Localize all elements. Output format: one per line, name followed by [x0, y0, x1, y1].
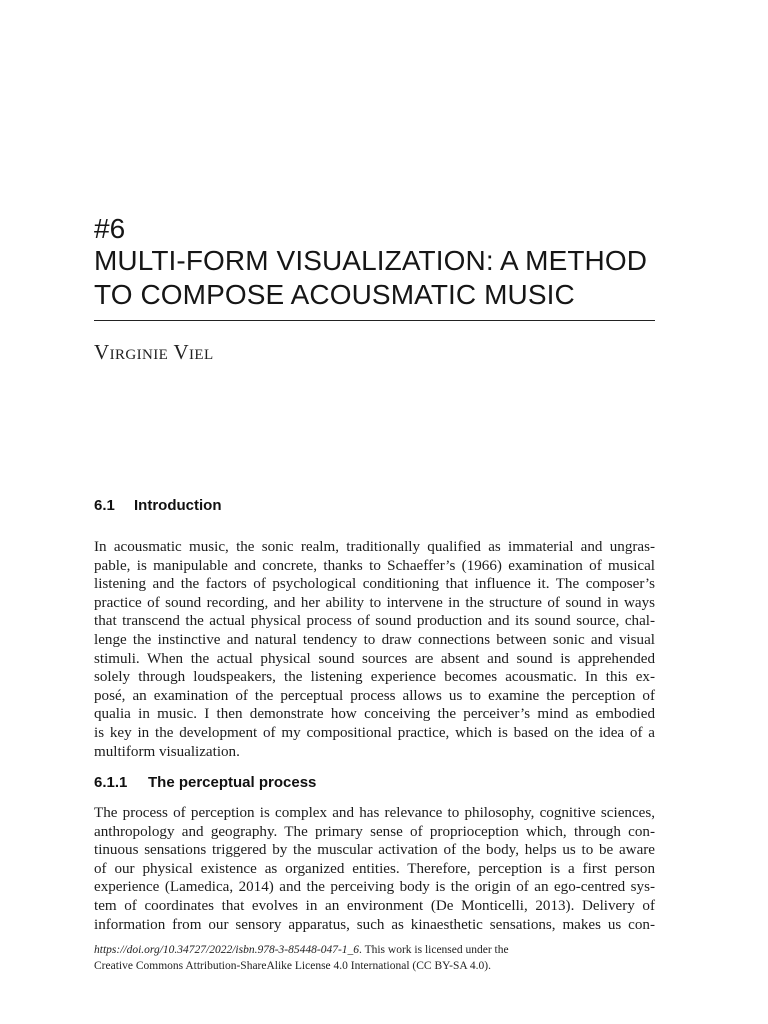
text-line: solely through loudspeakers, the listening experience becomes acousmatic. In this ex- [94, 669, 655, 686]
chapter-title-line: TO COMPOSE ACOUSMATIC MUSIC [94, 279, 575, 310]
text-line: information from our sensory apparatus, such as kinaesthetic sensations, makes us con- [94, 916, 655, 933]
chapter-title [94, 244, 694, 312]
text-line: anthropology and geography. The primary sense of proprioception which, through con- [94, 823, 655, 840]
text-line: is key in the development of my compositional practice, which is based on the idea of a [94, 724, 655, 741]
section-heading-introduction [94, 497, 221, 514]
perceptual-process-paragraph [94, 804, 655, 934]
text-line: listening and the factors of psychological conditioning that influence it. The composer’s [94, 576, 655, 593]
text-line: qualia in music. I then demonstrate how conceiving the perceiver’s mind as embodied [94, 706, 655, 723]
title-rule [94, 320, 655, 321]
license-footnote [94, 942, 655, 974]
text-line: experience (Lamedica, 2014) and the perceiving body is the origin of an ego-centred sys- [94, 879, 655, 896]
section-number: 6.1 [94, 497, 115, 514]
author-name: Virginie Viel [94, 340, 214, 364]
chapter-title-line: MULTI-FORM VISUALIZATION: A METHOD [94, 245, 648, 276]
section-number: 6.1.1 [94, 774, 128, 791]
text-line: multiform visualization. [94, 743, 240, 760]
footnote-line [94, 942, 655, 958]
introduction-paragraph [94, 538, 655, 761]
text-line: tinuous sensations triggered by the muscular activation of the body, helps us to be aware [94, 842, 655, 859]
text-line: that transcend the actual physical process of sound production and its sound source, chal- [94, 613, 655, 630]
text-line: In acousmatic music, the sonic realm, traditionally qualified as immaterial and ungras- [94, 539, 655, 555]
chapter-number: #6 [94, 213, 126, 244]
text-line: pable, is manipulable and concrete, thanks to Schaeffer’s (1966) examination of musical [94, 557, 655, 574]
text-line: stimuli. When the actual physical sound sources are absent and sound is apprehended [94, 650, 655, 667]
footnote-text: . This work is licensed under the [359, 944, 509, 956]
text-line: practice of sound recording, and her ability to intervene in the structure of sound in ways [94, 594, 655, 611]
text-line: posé, an examination of the perceptual process allows us to examine the perception of [94, 687, 655, 704]
text-line: lenge the instinctive and natural tendency to draw connections between sonic and visual [94, 631, 655, 648]
section-title: Introduction [134, 497, 222, 514]
text-line: The process of perception is complex and has relevance to philosophy, cognitive sciences, [94, 805, 655, 821]
section-title: The perceptual process [148, 774, 317, 791]
text-line: of our physical existence as organized entities. Therefore, perception is a first person [94, 860, 655, 877]
footnote-line: Creative Commons Attribution-ShareAlike License 4.0 International (CC BY-SA 4.0). [94, 960, 492, 972]
text-line: tem of coordinates that evolves in an environment (De Monticelli, 2013). Delivery of [94, 897, 655, 914]
subsection-heading-perceptual-process [94, 774, 316, 791]
doi-link[interactable]: https://doi.org/10.34727/2022/isbn.978-3-85448-047-1_6 [94, 944, 360, 956]
